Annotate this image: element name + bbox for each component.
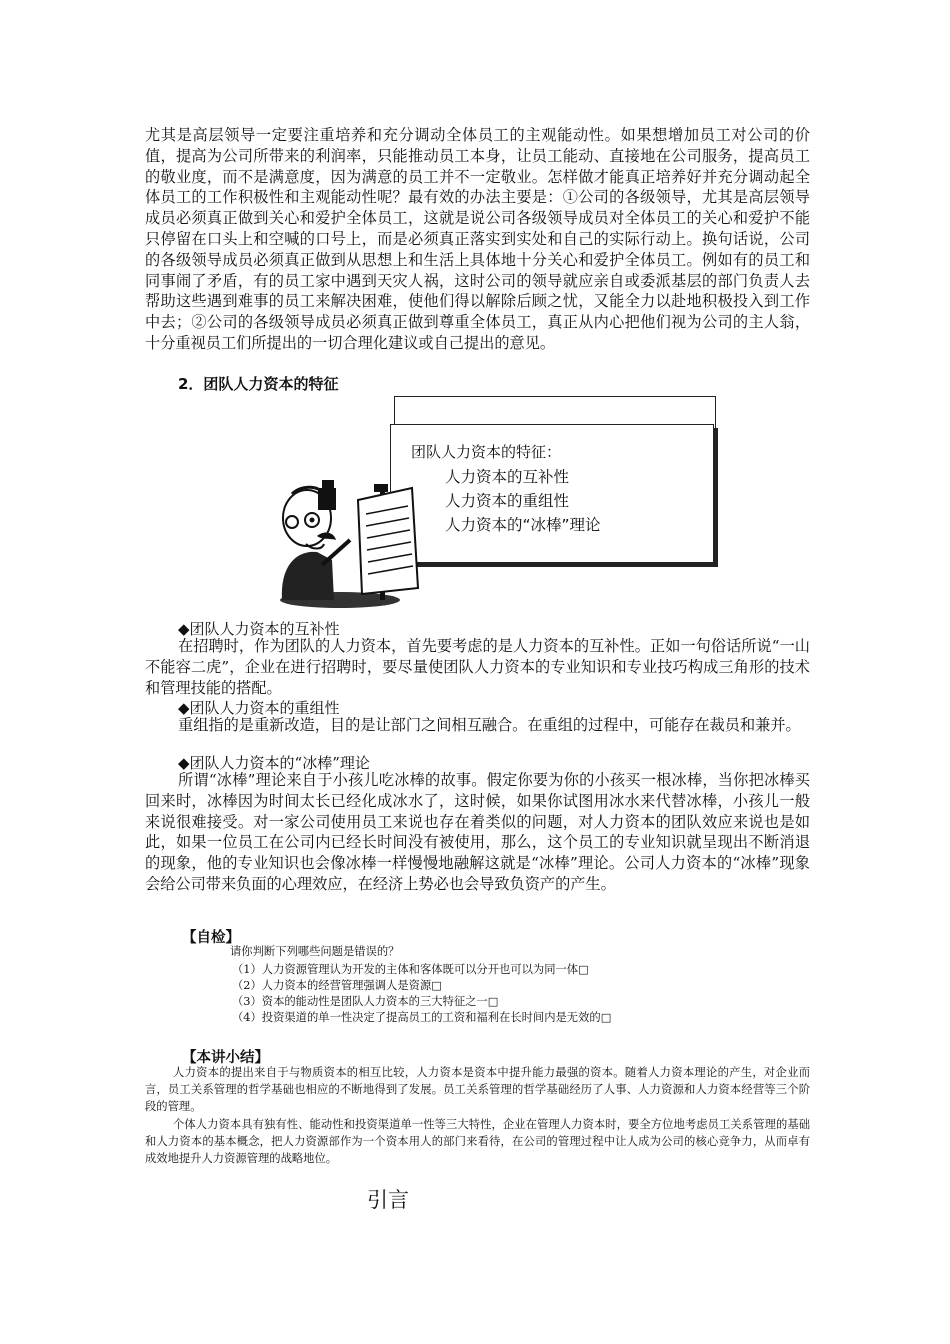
summary-label: 【本讲小结】	[182, 1050, 269, 1066]
board-item: 人力资本的互补性	[445, 468, 570, 486]
board-item: 人力资本的“冰棒”理论	[445, 516, 601, 534]
section-heading: 2．团队人力资本的特征	[178, 375, 339, 393]
bullet-heading: ◆团队人力资本的“冰棒”理论	[178, 754, 370, 772]
selfcheck-item: （4）投资渠道的单一性决定了提高员工的工资和福利在长时间内是无效的□	[232, 1011, 612, 1024]
summary-paragraph: 人力资本的提出来自于与物质资本的相互比较，人力资本是资本中提升能力最强的资本。随着人力资本理论的产生，对企业而言，员工关系管理的哲学基础也相应的不断地得到了发展。员工关系管理的哲学基础经历了人事、人力资源和人力资本经营等三个阶段的管理。	[145, 1066, 810, 1114]
selfcheck-item: （2）人力资本的经营管理强调人是资源□	[232, 979, 442, 992]
selfcheck-item: （1）人力资源管理认为开发的主体和客体既可以分开也可以为同一体□	[232, 963, 589, 976]
summary-paragraph: 个体人力资本具有独有性、能动性和投资渠道单一性等三大特性，企业在管理人力资本时，要全方位地考虑员工关系管理的基础和人力资本的基本概念，把人力资源部作为一个资本用人的部门来看待，在公司的管理过程中让人成为公司的核心竞争力，从而卓有成效地提升人力资源管理的战略地位。	[145, 1118, 810, 1166]
bullet-heading: ◆团队人力资本的重组性	[178, 699, 340, 717]
board-item: 人力资本的重组性	[445, 492, 570, 510]
cartoon-presenter-drawing	[262, 470, 422, 610]
intro-paragraph: 尤其是高层领导一定要注重培养和充分调动全体员工的主观能动性。如果想增加员工对公司的价值，提高为公司所带来的利润率，只能推动员工本身，让员工能动、直接地在公司服务，提高员工的敬业度，而不是满意度，因为满意的员工并不一定敬业。怎样做才能真正培养好并充分调动起全体员工的工作积极性和主观能动性呢？最有效的办法主要是：①公司的各级领导，尤其是高层领导成员必须真正做到关心和爱护全体员工，这就是说公司各级领导成员对全体员工的关心和爱护不能只停留在口头上和空喊的口号上，而是必须真正落实到实处和自己的实际行动上。换句话说，公司的各级领导成员必须真正做到从思想上和生活上具体地十分关心和爱护全体员工。例如有的员工和同事闹了矛盾，有的员工家中遇到天灾人祸，这时公司的领导就应亲自或委派基层的部门负责人去帮助这些遇到难事的员工来解决困难，使他们得以解除后顾之忧，又能全力以赴地积极投入到工作中去；②公司的各级领导成员必须真正做到尊重全体员工，真正从内心把他们视为公司的主人翁，十分重视员工们所提出的一切合理化建议或自己提出的意见。	[145, 126, 810, 352]
bullet-paragraph: 在招聘时，作为团队的人力资本，首先要考虑的是人力资本的互补性。正如一句俗话所说“一山不能容二虎”，企业在进行招聘时，要尽量使团队人力资本的专业知识和专业技巧构成三角形的技术和管理技能的搭配。	[145, 637, 810, 697]
next-section-title: 引言	[367, 1188, 409, 1212]
feature-board	[390, 424, 714, 563]
bullet-heading: ◆团队人力资本的互补性	[178, 620, 340, 638]
selfcheck-label: 【自检】	[182, 930, 240, 946]
selfcheck-prompt: 请你判断下列哪些问题是错误的？	[230, 945, 400, 958]
bullet-paragraph: 所谓“冰棒”理论来自于小孩儿吃冰棒的故事。假定你要为你的小孩买一根冰棒，当你把冰棒买回来时，冰棒因为时间太长已经化成冰水了，这时候，如果你试图用冰水来代替冰棒，小孩儿一般来说很难接受。对一家公司使用员工来说也存在着类似的问题，对人力资本的团队效应来说也是如此，如果一位员工在公司内已经长时间没有被使用，那么，这个员工的专业知识就呈现出不断消退的现象，他的专业知识也会像冰棒一样慢慢地融解这就是“冰棒”理论。公司人力资本的“冰棒”现象会给公司带来负面的心理效应，在经济上势必也会导致负资产的产生。	[145, 771, 810, 893]
bullet-paragraph: 重组指的是重新改造，目的是让部门之间相互融合。在重组的过程中，可能存在裁员和兼并。	[178, 716, 801, 734]
board-title: 团队人力资本的特征：	[411, 443, 562, 461]
selfcheck-item: （3）资本的能动性是团队人力资本的三大特征之一□	[232, 995, 499, 1008]
